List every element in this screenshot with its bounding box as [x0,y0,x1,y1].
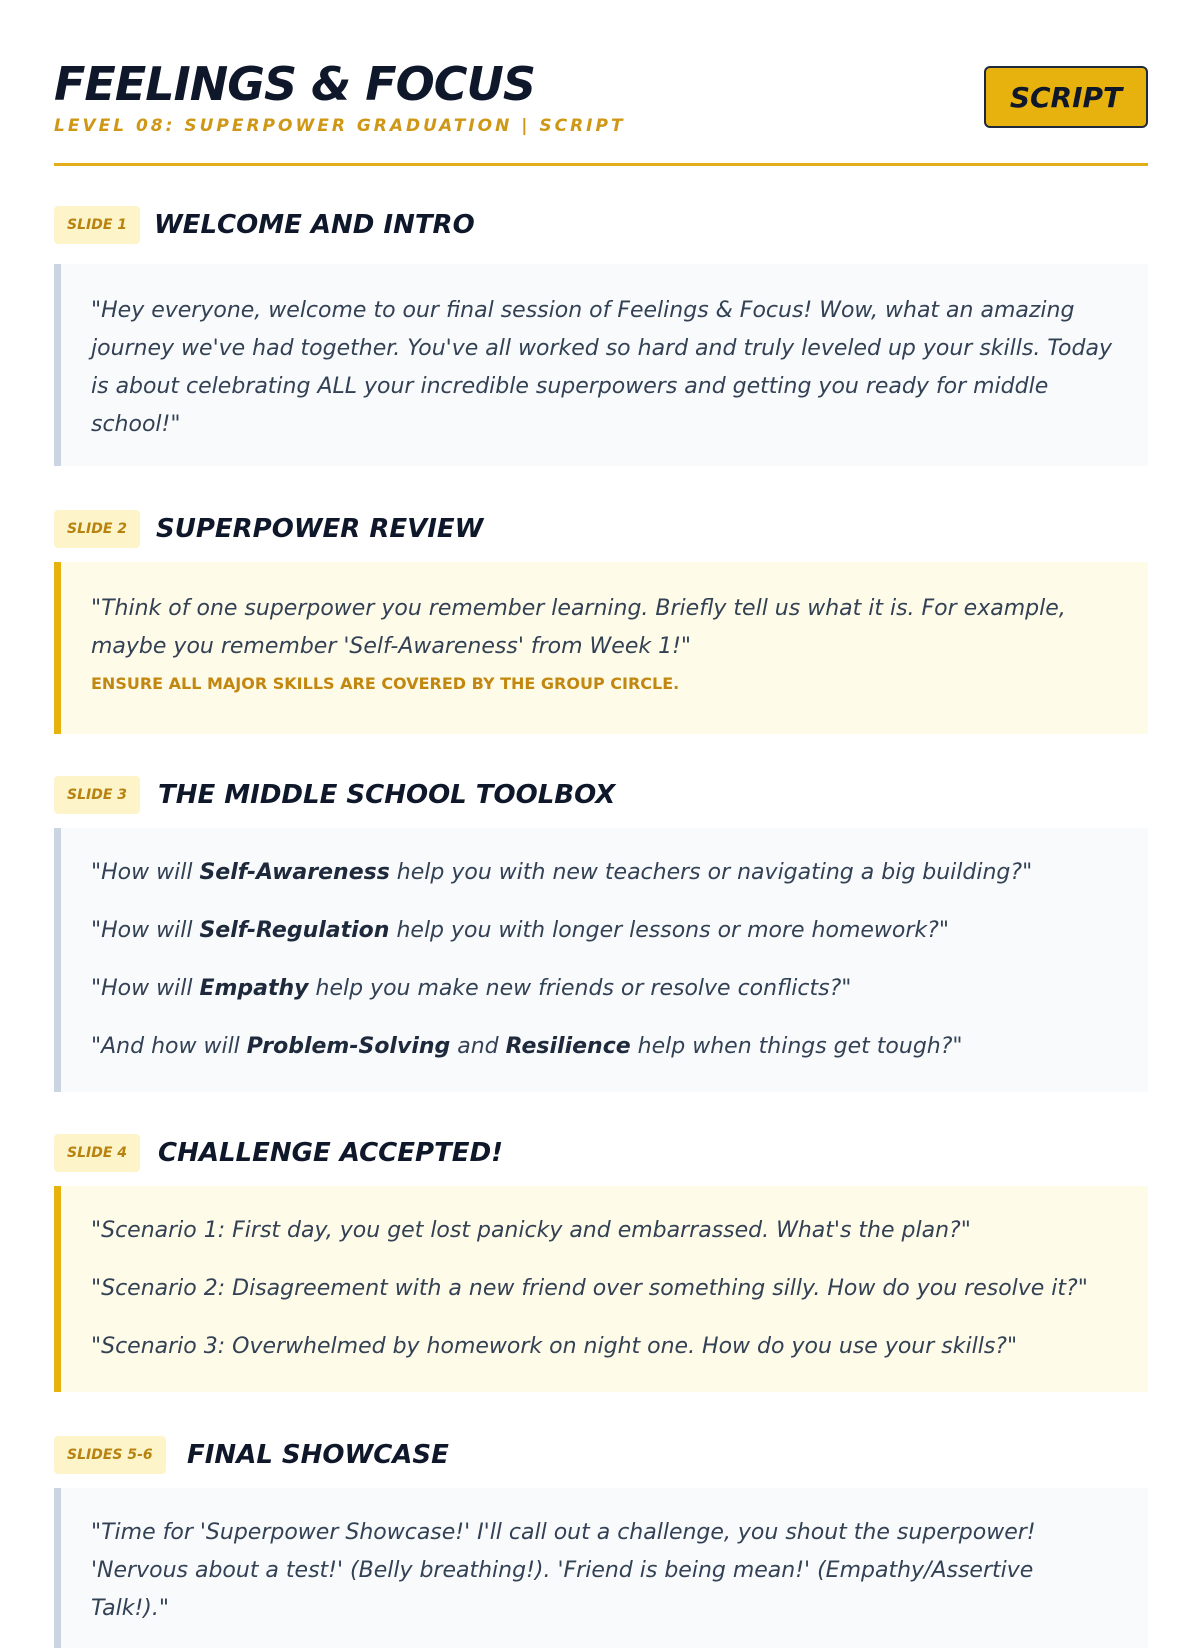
section-header [54,776,1148,818]
section-header [54,510,1148,552]
scenario-line: "Scenario 3: Overwhelmed by homework on night one. How do you use your skills?" [91,1334,1018,1359]
section-title: FINAL SHOWCASE [187,1440,449,1470]
toolbox-question [91,912,1118,950]
section-header [54,206,1148,248]
question-text: help you make new friends or resolve conflicts?" [308,976,852,1001]
skill-name: Self-Regulation [199,918,390,943]
script-box [54,264,1148,466]
scenario-line: "Scenario 2: Disagreement with a new friend over something silly. How do you resolve it?" [91,1276,1088,1301]
section-title: WELCOME AND INTRO [154,210,475,240]
section-title: SUPERPOWER REVIEW [156,514,484,544]
slide-badge: SLIDE 3 [54,776,140,814]
skill-name: Empathy [199,976,309,1001]
slide-2-section [54,510,1148,693]
skill-name: Problem-Solving [246,1034,451,1059]
section-header [54,1436,1148,1478]
skill-name: Resilience [505,1034,631,1059]
question-text: help you with new teachers or navigating a big building?" [389,860,1033,885]
skill-name: Self-Awareness [199,860,390,885]
question-text: "How will [91,976,200,1001]
slide-badge: SLIDE 1 [54,206,140,244]
toolbox-question [91,854,1118,892]
scenario-line: "Scenario 1: First day, you get lost panicky and embarrassed. What's the plan?" [91,1218,971,1243]
facilitator-note: ENSURE ALL MAJOR SKILLS ARE COVERED BY THE GROUP CIRCLE. [91,674,680,693]
question-text: "How will [91,918,200,943]
section-header [54,1134,1148,1176]
question-text: and [450,1034,506,1059]
script-box [54,1488,1148,1648]
question-text: help you with longer lessons or more homework?" [389,918,949,943]
section-title: CHALLENGE ACCEPTED! [158,1138,504,1168]
page-title: FEELINGS & FOCUS [54,57,535,111]
section-title: THE MIDDLE SCHOOL TOOLBOX [158,780,616,810]
script-quote: "Hey everyone, welcome to our final session of Feelings & Focus! Wow, what an amazing journey we've had together. You've all worked so hard and truly leveled up your skills. Today is about celebrating ALL your incredible superpowers and getting you ready for middle school!" [91,298,1112,437]
script-box [54,562,1148,734]
slide-4-section [54,1134,1148,1359]
script-quote: "Think of one superpower you remember learning. Briefly tell us what it is. For example, maybe you remember 'Self-Awareness' from Week 1!" [91,596,1066,659]
slide-5-6-section [54,1436,1148,1621]
toolbox-question [91,1028,1118,1066]
page-subtitle: LEVEL 08: SUPERPOWER GRADUATION | SCRIPT [54,116,626,136]
slide-badge: SLIDE 4 [54,1134,140,1172]
page-header [54,54,1148,166]
slide-3-section [54,776,1148,1059]
script-quote: "Time for 'Superpower Showcase!' I'll call out a challenge, you shout the superpower! 'Nervous about a test!' (Belly breathing!). 'Friend is being mean!' (Empathy/Assertive Talk!)." [91,1520,1036,1621]
script-box [54,1186,1148,1392]
toolbox-question [91,970,1118,1008]
slide-1-section [54,206,1148,437]
question-text: help when things get tough?" [630,1034,963,1059]
script-box [54,828,1148,1092]
slide-badge: SLIDE 2 [54,510,140,548]
question-text: "And how will [91,1034,247,1059]
question-text: "How will [91,860,200,885]
script-button[interactable]: SCRIPT [984,66,1148,128]
slide-badge: SLIDES 5-6 [54,1436,166,1474]
